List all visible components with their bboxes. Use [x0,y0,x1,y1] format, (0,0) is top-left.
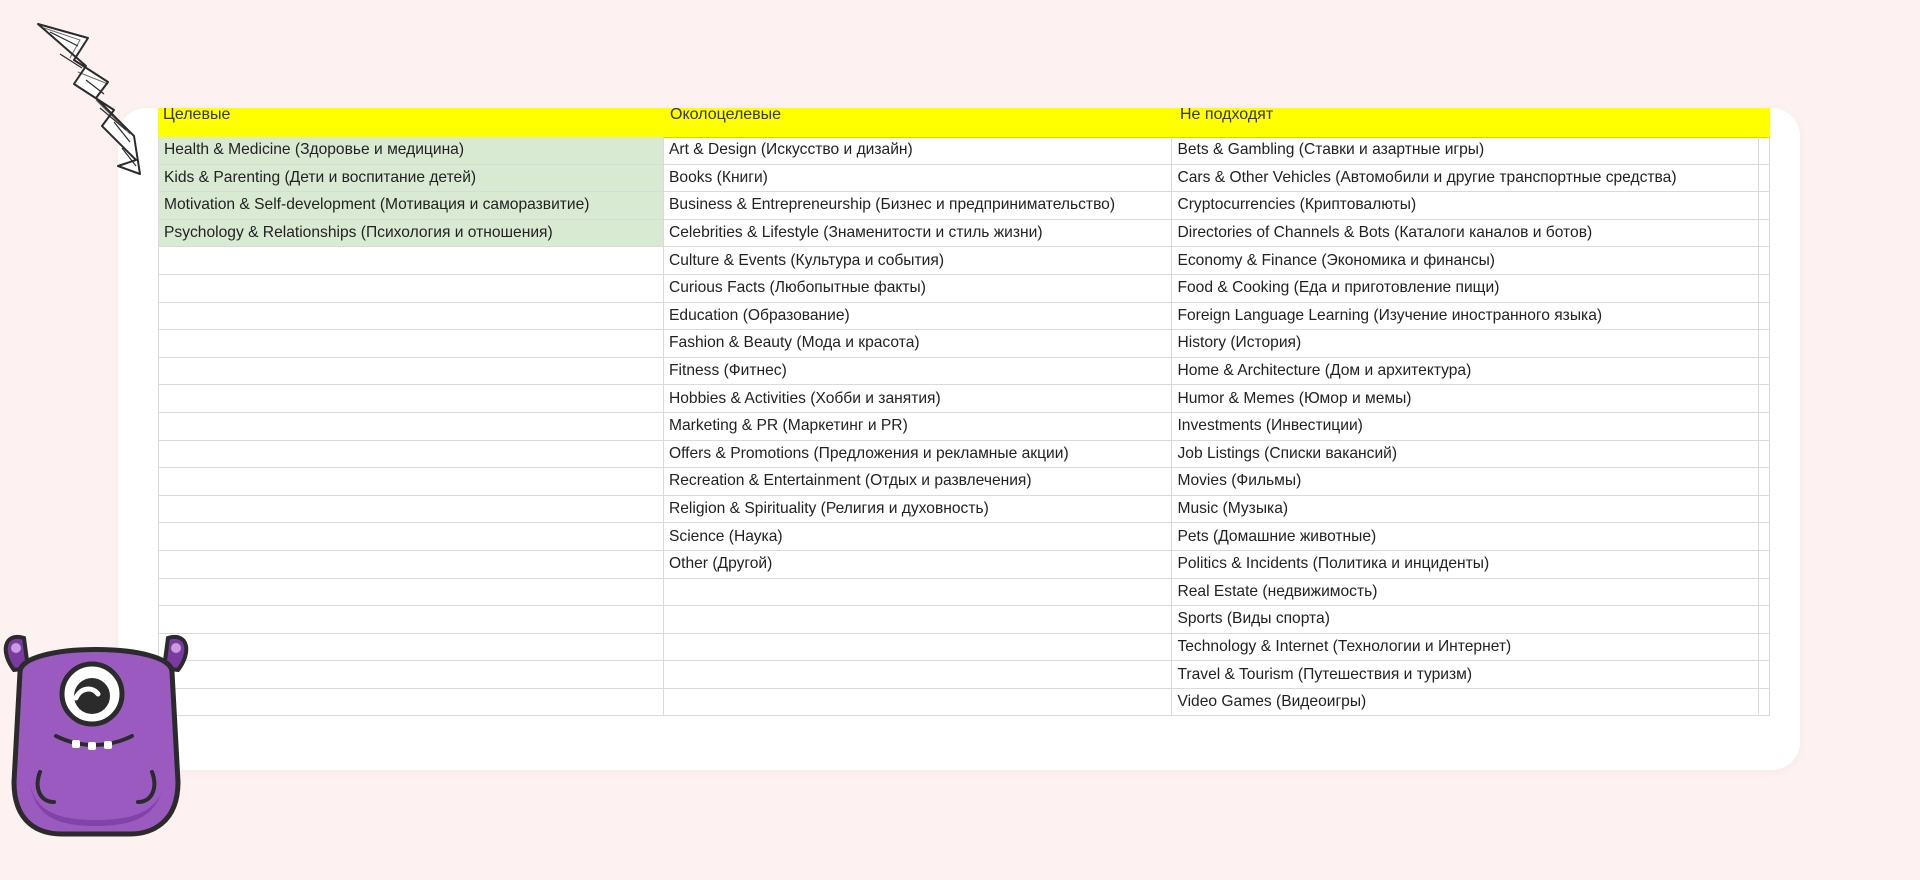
cell-targeted[interactable]: Health & Medicine (Здоровье и медицина) [159,137,664,164]
cell-targeted[interactable]: Kids & Parenting (Дети и воспитание детей) [159,164,664,192]
spreadsheet-card [118,108,1800,770]
cell-semi-targeted[interactable]: Business & Entrepreneurship (Бизнес и предпринимательство) [664,192,1172,220]
cell-unsuitable[interactable]: Music (Музыка) [1172,495,1759,523]
lightning-bolt-icon [30,18,160,208]
table-row [159,137,1770,164]
header-targeted: Целевые [163,108,231,123]
cell-unsuitable[interactable]: Foreign Language Learning (Изучение иностранного языка) [1172,302,1759,330]
cell-unsuitable[interactable]: History (История) [1172,330,1759,358]
header-semi-targeted: Околоцелевые [670,108,782,123]
cell-empty[interactable] [1759,550,1770,578]
cell-semi-targeted[interactable]: Celebrities & Lifestyle (Знаменитости и стиль жизни) [664,219,1172,247]
cell-unsuitable[interactable]: Humor & Memes (Юмор и мемы) [1172,385,1759,413]
cell-targeted[interactable] [159,633,664,661]
cell-empty[interactable] [1759,523,1770,551]
table-row [159,330,1770,358]
table-row [159,357,1770,385]
cell-unsuitable[interactable]: Economy & Finance (Экономика и финансы) [1172,247,1759,275]
cell-semi-targeted[interactable]: Culture & Events (Культура и события) [664,247,1172,275]
cell-empty[interactable] [1759,688,1770,716]
cell-empty[interactable] [1759,578,1770,606]
table-row [159,633,1770,661]
cell-targeted[interactable] [159,274,664,302]
one-eyed-monster-mascot [0,612,192,840]
cell-targeted[interactable] [159,330,664,358]
cell-semi-targeted[interactable] [664,633,1172,661]
cell-semi-targeted[interactable]: Other (Другой) [664,550,1172,578]
table-row [159,247,1770,275]
table-row [159,440,1770,468]
cell-targeted[interactable] [159,495,664,523]
cell-empty[interactable] [1759,661,1770,689]
table-body [159,137,1770,716]
cell-semi-targeted[interactable]: Art & Design (Искусство и дизайн) [664,137,1172,164]
table-row [159,578,1770,606]
cell-semi-targeted[interactable] [664,688,1172,716]
cell-semi-targeted[interactable]: Religion & Spirituality (Религия и духовность) [664,495,1172,523]
table-row [159,606,1770,634]
table-row [159,412,1770,440]
cell-unsuitable[interactable]: Politics & Incidents (Политика и инциденты) [1172,550,1759,578]
cell-semi-targeted[interactable]: Recreation & Entertainment (Отдых и развлечения) [664,468,1172,496]
cell-unsuitable[interactable]: Directories of Channels & Bots (Каталоги каналов и ботов) [1172,219,1759,247]
cell-unsuitable[interactable]: Home & Architecture (Дом и архитектура) [1172,357,1759,385]
cell-empty[interactable] [1759,137,1770,164]
cell-targeted[interactable]: Psychology & Relationships (Психология и отношения) [159,219,664,247]
cell-empty[interactable] [1759,495,1770,523]
table-row [159,661,1770,689]
cell-unsuitable[interactable]: Sports (Виды спорта) [1172,606,1759,634]
cell-empty[interactable] [1759,385,1770,413]
header-unsuitable: Не подходят [1180,108,1274,123]
cell-semi-targeted[interactable] [664,606,1172,634]
table-row [159,688,1770,716]
cell-targeted[interactable] [159,523,664,551]
cell-empty[interactable] [1759,468,1770,496]
cell-semi-targeted[interactable]: Books (Книги) [664,164,1172,192]
cell-targeted[interactable] [159,385,664,413]
cell-unsuitable[interactable]: Investments (Инвестиции) [1172,412,1759,440]
cell-unsuitable[interactable]: Video Games (Видеоигры) [1172,688,1759,716]
cell-unsuitable[interactable]: Bets & Gambling (Ставки и азартные игры) [1172,137,1759,164]
table-row [159,302,1770,330]
table-row [159,164,1770,192]
cell-targeted[interactable] [159,606,664,634]
cell-empty[interactable] [1759,192,1770,220]
cell-targeted[interactable] [159,247,664,275]
cell-unsuitable[interactable]: Food & Cooking (Еда и приготовление пищи) [1172,274,1759,302]
cell-empty[interactable] [1759,606,1770,634]
cell-unsuitable[interactable]: Cryptocurrencies (Криптовалюты) [1172,192,1759,220]
cell-empty[interactable] [1759,274,1770,302]
cell-targeted[interactable] [159,661,664,689]
cell-targeted[interactable] [159,412,664,440]
cell-semi-targeted[interactable]: Science (Наука) [664,523,1172,551]
cell-targeted[interactable] [159,550,664,578]
cell-semi-targeted[interactable]: Marketing & PR (Маркетинг и PR) [664,412,1172,440]
cell-targeted[interactable] [159,302,664,330]
cell-targeted[interactable]: Motivation & Self-development (Мотивация и саморазвитие) [159,192,664,220]
cell-unsuitable[interactable]: Real Estate (недвижимость) [1172,578,1759,606]
spreadsheet [158,108,1770,728]
cell-targeted[interactable] [159,468,664,496]
cell-empty[interactable] [1759,357,1770,385]
cell-unsuitable[interactable]: Pets (Домашние животные) [1172,523,1759,551]
table-row [159,495,1770,523]
cell-unsuitable[interactable]: Technology & Internet (Технологии и Интернет) [1172,633,1759,661]
cell-empty[interactable] [1759,440,1770,468]
cell-empty[interactable] [1759,164,1770,192]
cell-targeted[interactable] [159,440,664,468]
cell-semi-targeted[interactable] [664,661,1172,689]
cell-semi-targeted[interactable]: Curious Facts (Любопытные факты) [664,274,1172,302]
cell-semi-targeted[interactable]: Offers & Promotions (Предложения и рекламные акции) [664,440,1172,468]
table-row [159,219,1770,247]
cell-empty[interactable] [1759,412,1770,440]
table-row [159,385,1770,413]
cell-unsuitable[interactable]: Job Listings (Списки вакансий) [1172,440,1759,468]
cell-semi-targeted[interactable] [664,578,1172,606]
cell-empty[interactable] [1759,219,1770,247]
table-row [159,523,1770,551]
header-row [158,108,1770,138]
table-row [159,468,1770,496]
cell-empty[interactable] [1759,302,1770,330]
cell-empty[interactable] [1759,330,1770,358]
cell-semi-targeted[interactable]: Fashion & Beauty (Мода и красота) [664,330,1172,358]
cell-unsuitable[interactable]: Cars & Other Vehicles (Автомобили и другие транспортные средства) [1172,164,1759,192]
cell-targeted[interactable] [159,688,664,716]
categories-table [158,137,1770,716]
cell-empty[interactable] [1759,247,1770,275]
cell-unsuitable[interactable]: Travel & Tourism (Путешествия и туризм) [1172,661,1759,689]
table-row [159,550,1770,578]
table-row [159,192,1770,220]
table-row [159,274,1770,302]
cell-unsuitable[interactable]: Movies (Фильмы) [1172,468,1759,496]
cell-semi-targeted[interactable]: Hobbies & Activities (Хобби и занятия) [664,385,1172,413]
cell-semi-targeted[interactable]: Fitness (Фитнес) [664,357,1172,385]
cell-semi-targeted[interactable]: Education (Образование) [664,302,1172,330]
cell-targeted[interactable] [159,357,664,385]
cell-empty[interactable] [1759,633,1770,661]
cell-targeted[interactable] [159,578,664,606]
